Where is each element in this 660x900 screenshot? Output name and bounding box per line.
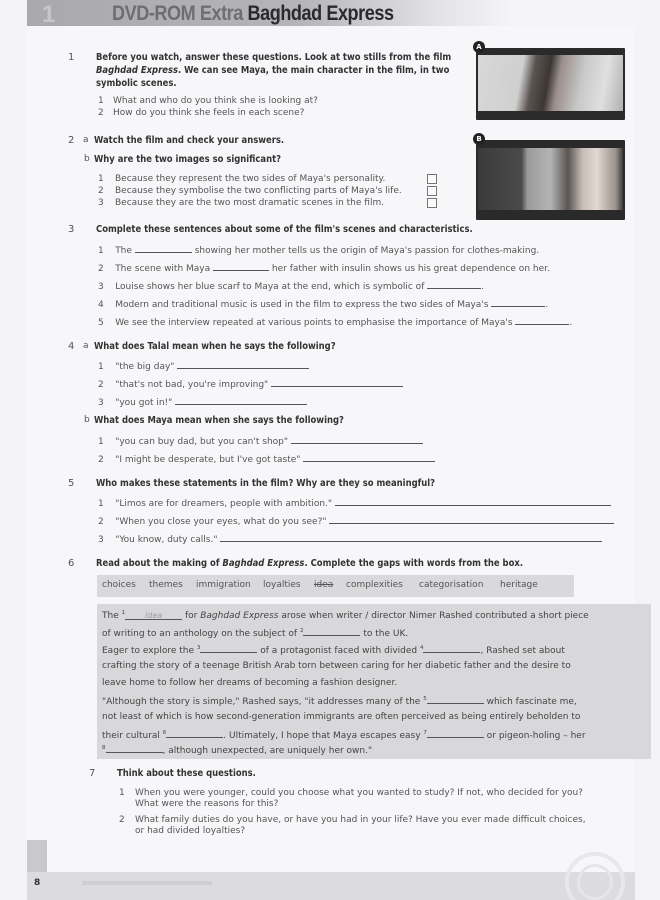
passage-box: [97, 604, 651, 759]
q4a-item-2-text: "that's not bad, you're improving": [115, 380, 269, 390]
q4b-item-1: [98, 435, 423, 447]
q3-item-2: [98, 262, 550, 274]
passage-text: , although unexpected, are uniquely her own.": [162, 746, 373, 756]
film-still-b: [476, 140, 625, 220]
q6-text-after: . Complete the gaps with words from the box.: [304, 558, 524, 569]
q3-item-1-after: showing her mother tells us the origin of Maya's passion for clothes-making.: [194, 246, 540, 256]
q5-item-3-text: "You know, duty calls.": [115, 535, 218, 545]
q2a-text: Watch the film and check your answers.: [94, 135, 285, 146]
q3-item-1-before: The: [115, 246, 132, 256]
q5-item-1-number: 1: [98, 499, 104, 509]
q1-text-line2: . We can see Maya, the main character in the film, in two: [178, 65, 450, 76]
q3-text: Complete these sentences about some of the film's scenes and characteristics.: [96, 224, 473, 235]
title-prefix: DVD-ROM Extra: [112, 2, 243, 25]
q4b-item-1-blank[interactable]: [291, 435, 423, 444]
title-main: Baghdad Express: [247, 2, 394, 25]
q4b-item-2-text: "I might be desperate, but I've got taste": [115, 455, 301, 465]
q4b-item-1-number: 1: [98, 437, 104, 447]
footer-bar: [27, 872, 635, 900]
q7-item-1-line1: When you were younger, could you choose what you wanted to study? If not, who decided for you?: [135, 788, 583, 798]
q5-number: 5: [68, 478, 75, 489]
passage-line-3: [102, 644, 565, 656]
q4b-item-2: [98, 453, 435, 465]
gap-5-blank[interactable]: [427, 695, 484, 704]
q3-item-4-blank[interactable]: [491, 298, 545, 307]
q5-item-2-blank[interactable]: [329, 515, 614, 524]
word-idea: idea: [314, 580, 334, 590]
still-b-image: [478, 148, 623, 210]
q4b-text: What does Maya mean when she says the following?: [94, 415, 344, 426]
gap-1-number: 1: [121, 610, 126, 616]
q3-number: 3: [68, 224, 75, 235]
film-still-a: [476, 48, 625, 120]
q2-option-1-checkbox[interactable]: [427, 174, 437, 184]
gap-5-number: 5: [423, 696, 427, 702]
word-complexities: complexities: [346, 580, 403, 590]
q3-item-3-blank[interactable]: [427, 280, 481, 289]
q2-option-2-number: 2: [98, 186, 104, 196]
q5-item-3-blank[interactable]: [220, 533, 602, 542]
gap-1-blank[interactable]: [125, 611, 182, 620]
word-loyalties: loyalties: [263, 580, 301, 590]
q5-text: Who makes these statements in the film? Why are they so meaningful?: [96, 478, 436, 489]
q3-item-5-number: 5: [98, 318, 104, 328]
q2-number: 2: [68, 135, 75, 146]
q4a-item-3: [98, 396, 307, 408]
word-box: [97, 575, 574, 597]
q3-item-2-after: her father with insulin shows us his great dependence on her.: [271, 264, 550, 274]
footer-copyright-text: [82, 881, 212, 885]
q2a-label: a: [83, 135, 89, 145]
passage-line-1: [102, 610, 589, 621]
gap-6-number: 6: [162, 730, 167, 736]
q7-item-2-line2: or had divided loyalties?: [135, 826, 246, 836]
header-bar: [27, 0, 635, 26]
q2-option-2-text: Because they symbolise the two conflicting parts of Maya's life.: [115, 186, 402, 196]
q4a-item-2: [98, 378, 403, 390]
gap-6-blank[interactable]: [166, 729, 223, 738]
q5-item-1-blank[interactable]: [335, 497, 611, 506]
gap-2-blank[interactable]: [303, 627, 360, 636]
gap-3-blank[interactable]: [200, 644, 257, 653]
gap-8-blank[interactable]: [106, 744, 163, 753]
q4a-item-3-blank[interactable]: [175, 396, 307, 405]
page-number: 8: [34, 878, 41, 888]
q4a-item-1-text: "the big day": [115, 362, 175, 372]
q3-item-4: [98, 298, 548, 310]
passage-text: arose when writer / director Nimer Rashed contributed a short piece: [278, 611, 589, 621]
word-heritage: heritage: [500, 580, 538, 590]
q3-item-3-after: .: [481, 282, 485, 292]
q5-item-2-text: "When you close your eyes, what do you see?": [115, 517, 327, 527]
q2-option-2-checkbox[interactable]: [427, 186, 437, 196]
q4a-item-3-text: "you got in!": [115, 398, 173, 408]
q4b-item-2-number: 2: [98, 455, 104, 465]
q4a-item-3-number: 3: [98, 398, 104, 408]
q4a-label: a: [83, 341, 89, 351]
q4a-item-2-blank[interactable]: [271, 378, 403, 387]
q2-option-1-text: Because they represent the two sides of Maya's personality.: [115, 174, 386, 184]
passage-text: "Although the story is simple," Rashed says, "it addresses many of the: [102, 697, 424, 707]
q1-item-2-number: 2: [98, 108, 104, 118]
q3-item-3-before: Louise shows her blue scarf to Maya at the end, which is symbolic of: [115, 282, 425, 292]
passage-line-6: [102, 695, 577, 707]
passage-text: or pigeon-holing – her: [483, 731, 586, 741]
passage-line-9: [102, 744, 372, 756]
gap-3-number: 3: [196, 645, 201, 651]
q1-instruction-line3: symbolic scenes.: [96, 78, 177, 89]
q1-film-title: Baghdad Express: [96, 65, 179, 76]
q1-text-line1: Before you watch, answer these questions. Look at two stills from the film: [96, 52, 452, 63]
worksheet-page: [27, 0, 635, 900]
q5-item-1: [98, 497, 611, 509]
q6-text-before: Read about the making of: [96, 558, 223, 569]
q3-item-5-blank[interactable]: [515, 316, 569, 325]
q4a-item-1: [98, 360, 309, 372]
q4a-item-1-number: 1: [98, 362, 104, 372]
gap-4-blank[interactable]: [423, 644, 480, 653]
q3-item-3-number: 3: [98, 282, 104, 292]
q2-option-3-checkbox[interactable]: [427, 198, 437, 208]
q3-item-1: [98, 244, 539, 256]
still-a-badge: A: [473, 41, 485, 53]
q5-item-3-number: 3: [98, 535, 104, 545]
passage-text: for: [182, 611, 201, 621]
q1-instruction-line1: [96, 52, 451, 63]
q1-item-1-text: What and who do you think she is looking at?: [113, 96, 318, 106]
q3-item-2-before: The scene with Maya: [115, 264, 211, 274]
q7-item-2-number: 2: [119, 815, 125, 825]
q4-number: 4: [68, 341, 75, 352]
q3-item-2-number: 2: [98, 264, 104, 274]
q4a-text: What does Talal mean when he says the following?: [94, 341, 336, 352]
q5-item-2-number: 2: [98, 517, 104, 527]
q1-instruction-line2: [96, 65, 449, 76]
word-choices: choices: [102, 580, 136, 590]
q3-item-1-blank[interactable]: [135, 244, 192, 253]
q7-item-1-number: 1: [119, 788, 125, 798]
q2b-label: b: [84, 154, 90, 164]
q6-number: 6: [68, 558, 75, 569]
gap-2-number: 2: [299, 628, 304, 634]
q2b-text: Why are the two images so significant?: [94, 154, 282, 165]
q5-item-1-text: "Limos are for dreamers, people with ambition.": [115, 499, 333, 509]
q4a-item-1-blank[interactable]: [177, 360, 309, 369]
q4b-item-1-text: "you can buy dad, but you can't shop": [115, 437, 289, 447]
gap-7-number: 7: [423, 730, 427, 736]
still-a-image: [478, 55, 623, 111]
passage-text: The: [102, 611, 122, 621]
q2-option-3-number: 3: [98, 198, 104, 208]
q1-item-1-number: 1: [98, 96, 104, 106]
q3-item-4-after: .: [545, 300, 549, 310]
q4b-item-2-blank[interactable]: [303, 453, 435, 462]
gap-8-number: 8: [102, 745, 106, 751]
q7-text: Think about these questions.: [117, 768, 256, 779]
gap-1-answer: idea: [145, 611, 163, 620]
passage-line-2: [102, 627, 408, 639]
passage-text: . Ultimately, I hope that Maya escapes easy: [223, 731, 424, 741]
q3-item-5: [98, 316, 572, 328]
word-themes: themes: [149, 580, 183, 590]
passage-line-7: not least of which is how second-generation immigrants are often perceived as being entirely beholden to: [102, 712, 581, 722]
q1-number: 1: [68, 52, 75, 63]
passage-text: to the UK.: [360, 629, 409, 639]
q7-number: 7: [89, 768, 96, 779]
page-title: [112, 2, 394, 26]
q3-item-2-blank[interactable]: [213, 262, 269, 271]
q2-option-1-number: 1: [98, 174, 104, 184]
q3-item-4-number: 4: [98, 300, 104, 310]
passage-text: which fascinate me,: [483, 697, 577, 707]
q3-item-5-after: .: [569, 318, 573, 328]
gap-4-number: 4: [419, 645, 424, 651]
q6-film-title: Baghdad Express: [222, 558, 305, 569]
gap-7-blank[interactable]: [427, 729, 484, 738]
q3-item-5-before: We see the interview repeated at various points to emphasise the importance of Maya's: [115, 318, 513, 328]
passage-text: , Rashed set about: [480, 646, 565, 656]
q6-text: [96, 558, 523, 569]
q4b-label: b: [84, 415, 90, 425]
q2-option-3-text: Because they are the two most dramatic scenes in the film.: [115, 198, 385, 208]
q1-item-2-text: How do you think she feels in each scene?: [113, 108, 305, 118]
passage-text: their cultural: [102, 731, 163, 741]
passage-film-title: Baghdad Express: [200, 611, 279, 621]
q7-item-1-line2: What were the reasons for this?: [135, 799, 279, 809]
passage-text: Eager to explore the: [102, 646, 197, 656]
q7-item-2-line1: What family duties do you have, or have you had in your life? Have you ever made difficult choices,: [135, 815, 586, 825]
decorative-inner-circle-icon: [577, 864, 613, 900]
word-categorisation: categorisation: [419, 580, 484, 590]
word-immigration: immigration: [196, 580, 251, 590]
unit-number: 1: [42, 1, 56, 28]
q3-item-4-before: Modern and traditional music is used in the film to express the two sides of Maya's: [115, 300, 489, 310]
still-b-badge: B: [473, 133, 485, 145]
passage-line-5: leave home to follow her dreams of becoming a fashion designer.: [102, 678, 398, 688]
q3-item-1-number: 1: [98, 246, 104, 256]
q5-item-2: [98, 515, 614, 527]
passage-text: of writing to an anthology on the subject of: [102, 629, 300, 639]
passage-line-4: crafting the story of a teenage British Arab torn between caring for her diabetic father and the desire to: [102, 661, 571, 671]
q5-item-3: [98, 533, 602, 545]
q3-item-3: [98, 280, 484, 292]
passage-text: of a protagonist faced with divided: [257, 646, 420, 656]
passage-line-8: [102, 729, 586, 741]
q4a-item-2-number: 2: [98, 380, 104, 390]
